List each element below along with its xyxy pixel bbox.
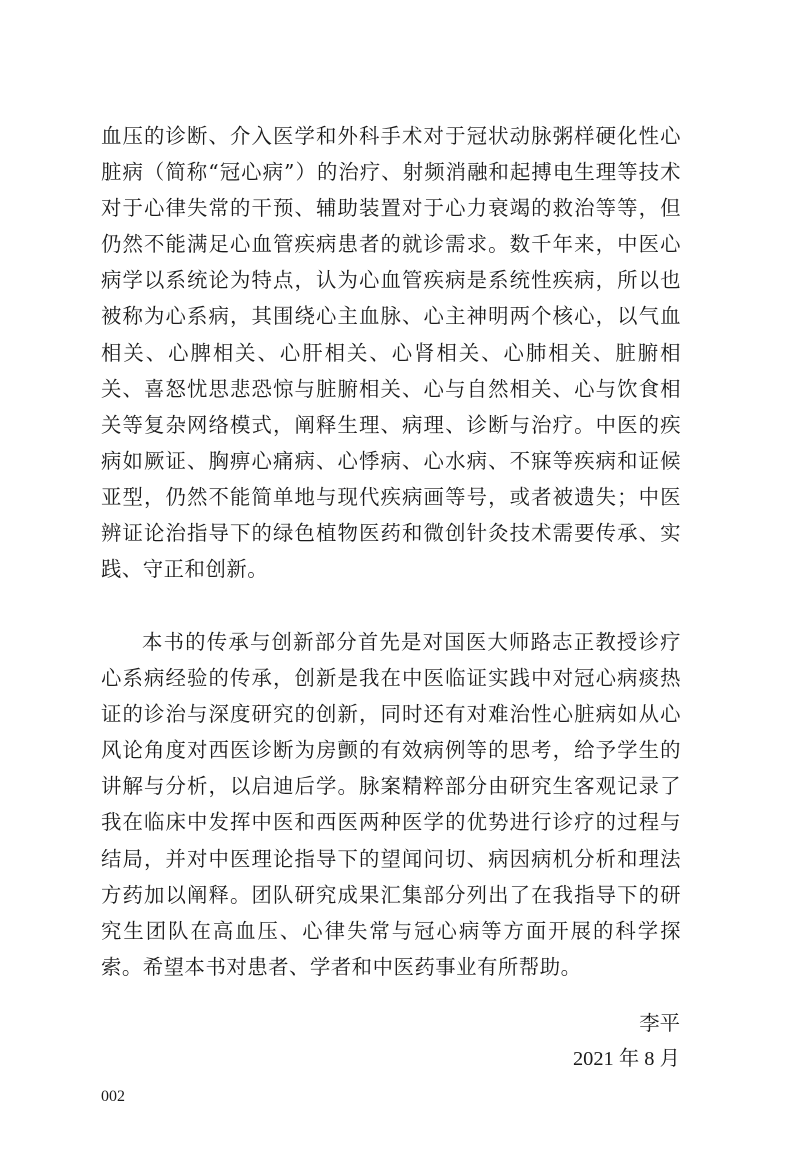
body-paragraph-2: 本书的传承与创新部分首先是对国医大师路志正教授诊疗心系病经验的传承，创新是我在中医临证实践中对冠心病痰热证的诊治与深度研究的创新，同时还有对难治性心脏病如从心风论角度对西医诊断为房颤的有效病例等的思考，给予学生的讲解与分析，以启迪后学。脉案精粹部分由研究生客观记录了我在临床中发挥中医和西医两种医学的优势进行诊疗的过程与结局，并对中医理论指导下的望闻问切、病因病机分析和理法方药加以阐释。团队研究成果汇集部分列出了在我指导下的研究生团队在高血压、心律失常与冠心病等方面开展的科学探索。希望本书对患者、学者和中医药事业有所帮助。: [101, 630, 681, 979]
author-signature: 李平: [639, 1011, 680, 1035]
signature-date: 2021 年 8 月: [572, 1048, 680, 1070]
body-paragraph-1: 血压的诊断、介入医学和外科手术对于冠状动脉粥样硬化性心脏病（简称“冠心病”）的治疗、射频消融和起搏电生理等技术对于心律失常的干预、辅助装置对于心力衰竭的救治等等，但仍然不能满足心血管疾病患者的就诊需求。数千年来，中医心病学以系统论为特点，认为心血管疾病是系统性疾病，所以也被称为心系病，其围绕心主血脉、心主神明两个核心，以气血相关、心脾相关、心肝相关、心肾相关、心肺相关、脏腑相关、喜怒忧思悲恐惊与脏腑相关、心与自然相关、心与饮食相关等复杂网络模式，阐释生理、病理、诊断与治疗。中医的疾病如厥证、胸痹心痛病、心悸病、心水病、不寐等疾病和证候亚型，仍然不能简单地与现代疾病画等号，或者被遗失；中医辨证论治指导下的绿色植物医药和微创针灸技术需要传承、实践、守正和创新。: [101, 124, 681, 582]
page-number: 002: [101, 1088, 125, 1105]
